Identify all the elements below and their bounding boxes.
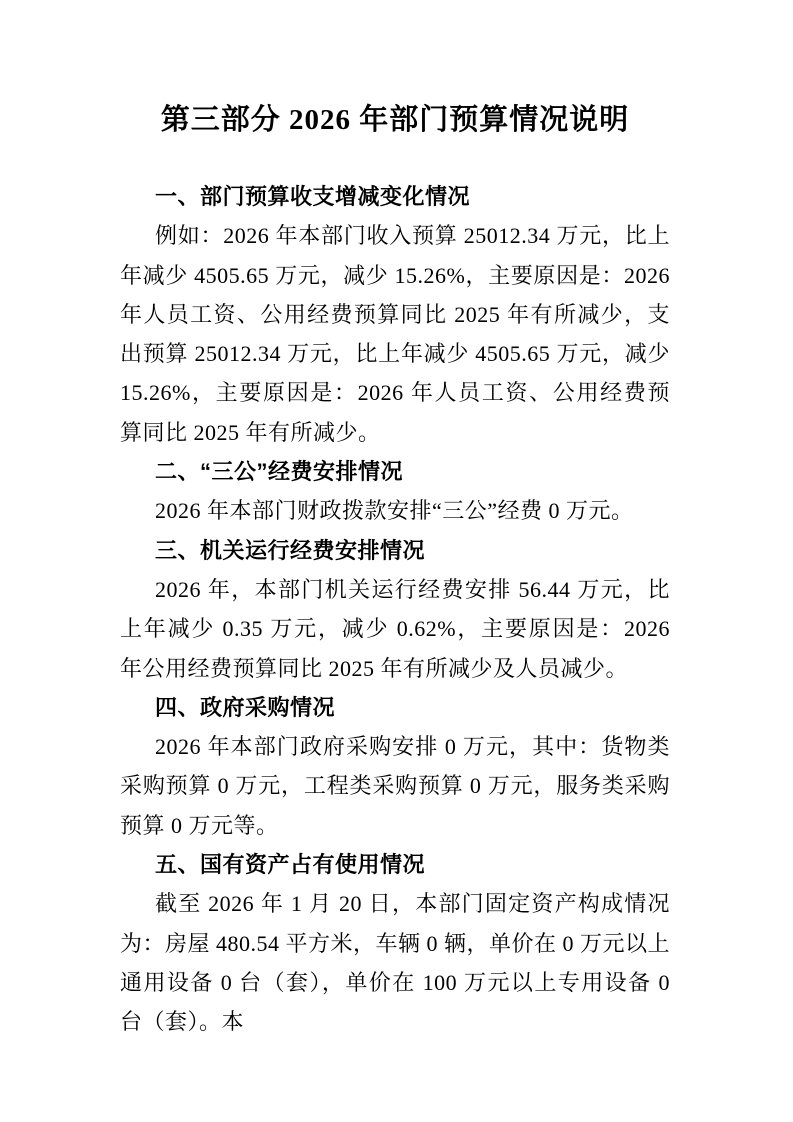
section-three-public-funds-paragraph: 2026 年本部门财政拨款安排“三公”经费 0 万元。: [155, 498, 634, 524]
section-state-assets-heading: 五、国有资产占有使用情况: [155, 852, 426, 878]
section-operating-expenses-heading: 三、机关运行经费安排情况: [155, 537, 426, 563]
section-three-public-funds: [120, 452, 670, 531]
section-budget-change: [120, 177, 670, 452]
section-budget-change-heading: 一、部门预算收支增减变化情况: [155, 184, 471, 209]
section-operating-expenses-paragraph: 2026 年，本部门机关运行经费安排 56.44 万元，比上年减少 0.35 万元，减少 0.62%，主要原因是：2026 年公用经费预算同比 2025 年有所减少及人员减少。: [120, 576, 670, 681]
section-state-assets: [120, 845, 670, 1041]
document-content: [120, 97, 670, 1042]
section-three-public-funds-heading: 二、“三公”经费安排情况: [155, 459, 404, 485]
section-budget-change-paragraph: 例如：2026 年本部门收入预算 25012.34 万元，比上年减少 4505.65 万元，减少 15.26%，主要原因是：2026 年人员工资、公用经费预算同比 2025 年有所减少，支出预算 25012.34 万元，比上年减少 4505.65 万元，减少 15.26%，主要原因是：2026 年人员工资、公用经费预算同比 2025 年有所减少。: [120, 223, 670, 445]
section-state-assets-paragraph: 截至 2026 年 1 月 20 日，本部门固定资产构成情况为：房屋 480.54 平方米，车辆 0 辆，单价在 0 万元以上通用设备 0 台（套），单价在 100 万元以上专用设备 0 台（套）。本: [120, 891, 671, 1035]
section-operating-expenses: [120, 531, 670, 688]
section-government-procurement: [120, 688, 670, 845]
document-title: 第三部分 2026 年部门预算情况说明: [160, 104, 630, 136]
section-government-procurement-paragraph: 2026 年本部门政府采购安排 0 万元，其中：货物类采购预算 0 万元，工程类采购预算 0 万元，服务类采购预算 0 万元等。: [120, 734, 670, 838]
section-government-procurement-heading: 四、政府采购情况: [155, 694, 336, 720]
